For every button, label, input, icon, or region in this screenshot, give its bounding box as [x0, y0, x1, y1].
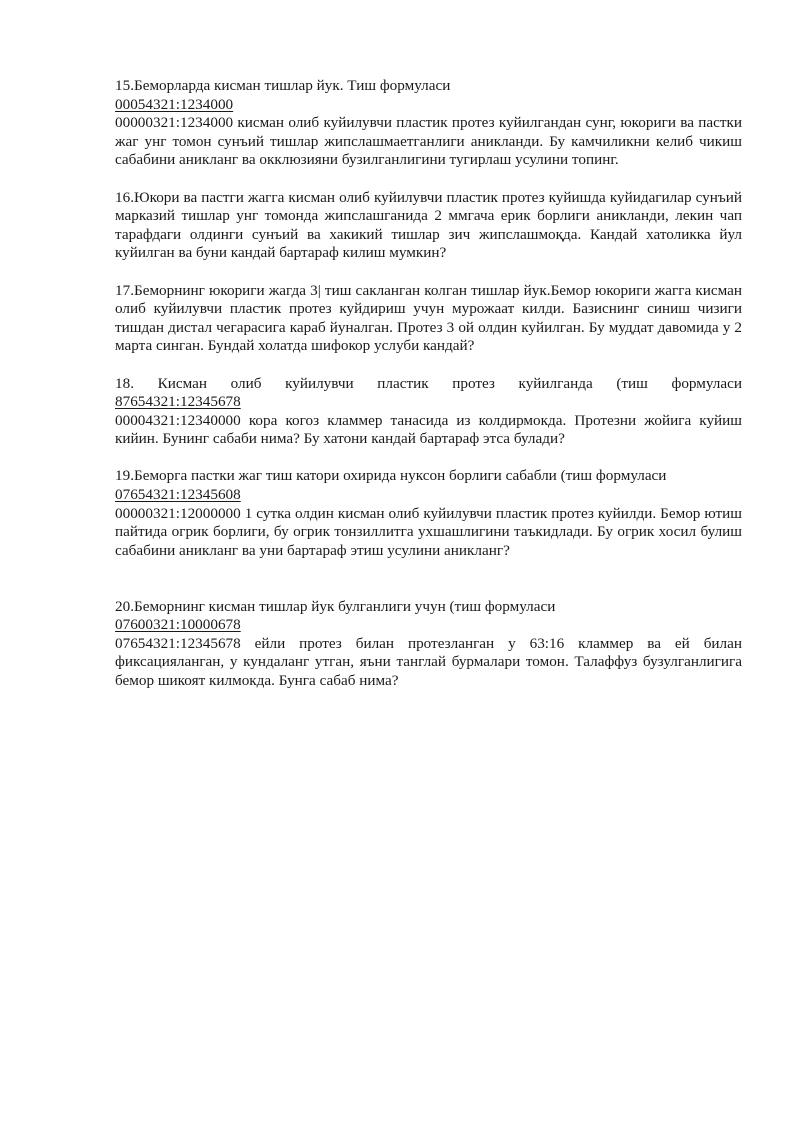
task-18 — [115, 375, 742, 449]
task-15 — [115, 77, 742, 170]
task-body: 16.Юкори ва пастги жагга кисман олиб куйилувчи пластик протез куйишда куйидагилар сунъий марказий тишлар унг томонда жипслашганида 2 ммгача ерик борлиги аникланди, лекин чап тарафдаги олдинги сунъий ва хакикий тишлар зич жипслашмоқда. Кандай хатоликка йул куйилган ва буни кандай бартараф килиш мумкин? — [115, 188, 742, 262]
document-page — [115, 77, 742, 709]
task-title: 20.Беморнинг кисман тишлар йук булганлиги учун (тиш формуласи — [115, 597, 556, 615]
task-title: 18. Кисман олиб куйилувчи пластик протез куйилганда (тиш формуласи — [115, 374, 742, 392]
task-body: 00000321:1234000 кисман олиб куйилувчи пластик протез куйилгандан сунг, юкориги ва пастки жаг унг томон сунъий тишлар жипслашмаетганлиги аникланди. Бу камчиликни келиб чикиш сабабини аникланг ва окклюзияни бузилганлигини тугирлаш усулини топинг. — [115, 114, 742, 169]
task-title: 19.Беморга пастки жаг тиш катори охирида нуксон борлиги сабабли (тиш формуласи — [115, 467, 667, 485]
tooth-formula: 07600321:10000678 — [115, 616, 241, 634]
task-title: 15.Беморларда кисман тишлар йук. Тиш формуласи — [115, 77, 451, 94]
task-20 — [115, 598, 742, 691]
task-body: 17.Беморнинг юкориги жагда 3| тиш сакланган колган тишлар йук.Бемор юкориги жагга кисман олиб куйилувчи пластик протез куйдириш учун мурожаат килди. Базиснинг синиш чизиги тишдан дистал чегарасига караб йуналган. Протез 3 ой олдин куйилган. Бу муддат давомида у 2 марта синган. Бундай холатда шифокор услуби кандай? — [115, 281, 742, 355]
tooth-formula: 07654321:12345608 — [115, 486, 241, 504]
task-16 — [115, 189, 742, 263]
tooth-formula: 87654321:12345678 — [115, 393, 241, 411]
task-body: 00004321:12340000 кора когоз кламмер танасида из колдирмокда. Протезни жойига куйиш кийин. Бунинг сабаби нима? Бу хатони кандай бартараф этса булади? — [115, 411, 742, 448]
task-17 — [115, 282, 742, 356]
task-19 — [115, 467, 742, 560]
task-body: 00000321:12000000 1 сутка олдин кисман олиб куйилувчи пластик протез куйилди. Бемор ютиш пайтида огрик борлиги, бу огрик тонзиллитга ухшашлигини таъкидлади. Бу огрик хосил булиш сабабини аникланг ва уни бартараф этиш усулини аникланг? — [115, 504, 742, 559]
tooth-formula: 00054321:1234000 — [115, 95, 234, 113]
task-body: 07654321:12345678 ейли протез билан протезланган у 63:16 кламмер ва ей билан фиксацияланган, у кундаланг утган, яъни танглай бурмалари томон. Талаффуз бузулганлигига бемор шикоят килмокда. Бунга сабаб нима? — [115, 634, 742, 689]
